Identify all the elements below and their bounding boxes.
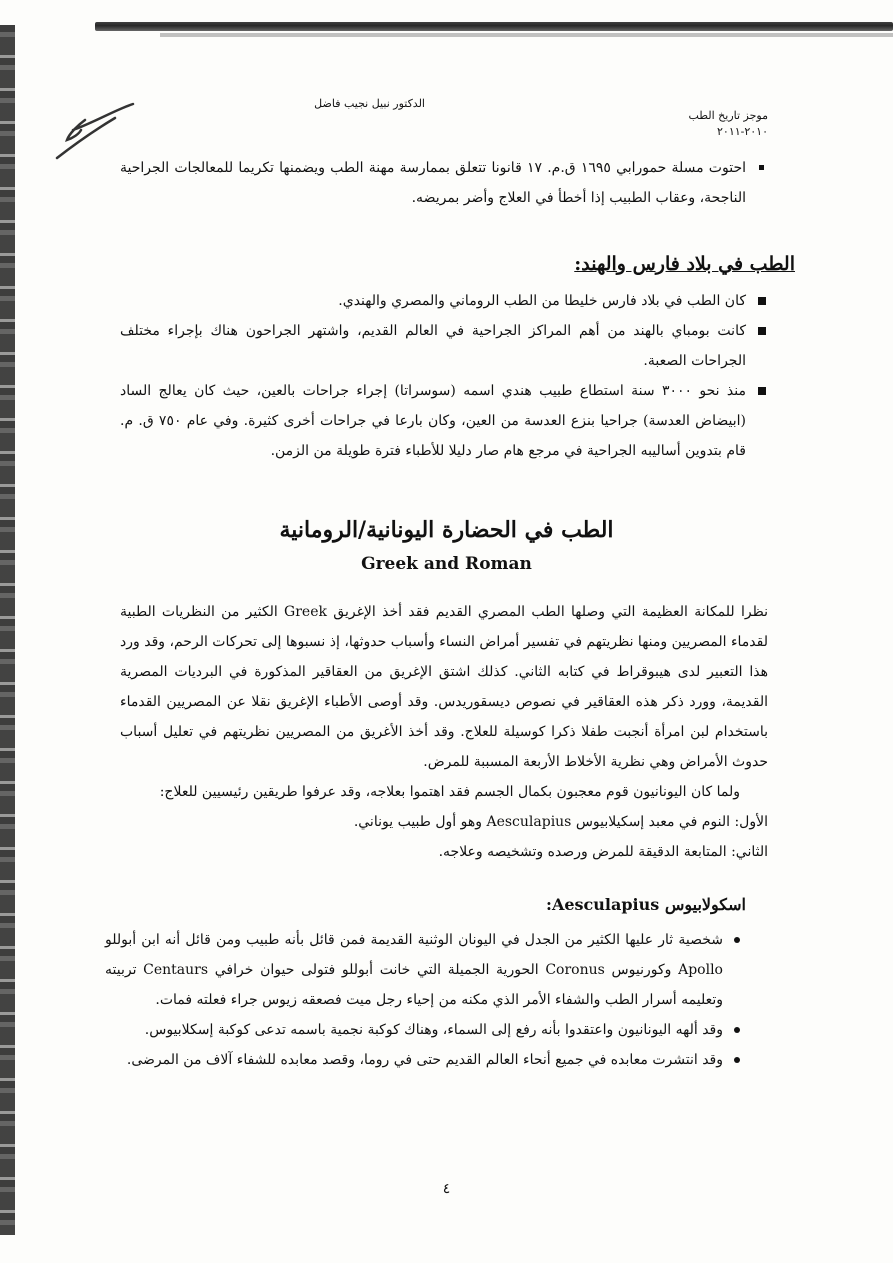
header-course bbox=[688, 108, 768, 140]
scan-edge-left bbox=[0, 25, 15, 1235]
persia-india-list bbox=[120, 286, 768, 466]
header-author: الدكتور نبيل نجيب فاضل bbox=[314, 97, 425, 110]
pen-stroke-mark bbox=[55, 100, 135, 160]
header-year: ٢٠١٠-٢٠١١ bbox=[717, 125, 768, 138]
greek-method-2: الثاني: المتابعة الدقيقة للمرض ورصده وتشخيصه وعلاجه. bbox=[438, 844, 768, 860]
list-item: كان الطب في بلاد فارس خليطا من الطب الروماني والمصري والهندي. bbox=[120, 286, 768, 316]
list-item: منذ نحو ٣٠٠٠ سنة استطاع طبيب هندي اسمه (سوسراتا) إجراء جراحات بالعين، حيث كان يعالج الساد (ابيضاض العدسة) جراحيا بنزع العدسة من العين، وكان بارعا في جراحات أخرى كثيرة. وفي عام ٧٥٠ ق. م. قام بتدوين أساليبه الجراحية في مرجع هام صار دليلا للأطباء فترة طويلة من الزمن. bbox=[120, 376, 768, 466]
greek-roman-body bbox=[120, 597, 768, 867]
page-number: ٤ bbox=[442, 1181, 451, 1197]
header-course-title: موجز تاريخ الطب bbox=[688, 109, 768, 122]
scan-edge-top-shadow bbox=[160, 33, 893, 37]
intro-bullet: احتوت مسلة حمورابي ١٦٩٥ ق.م. ١٧ قانونا تتعلق بممارسة مهنة الطب ويضمنها تكريما للمعالجات الجراحية الناجحة، وعقاب الطبيب إذا أخطأ في العلاج وأضر بمريضه. bbox=[120, 153, 768, 213]
list-item: كانت بومباي بالهند من أهم المراكز الجراحية في العالم القديم، واشتهر الجراحون هناك بإجراء مختلف الجراحات الصعبة. bbox=[120, 316, 768, 376]
subheading-greek-roman: Greek and Roman bbox=[361, 554, 532, 574]
list-item: وقد ألهه اليونانيون واعتقدوا بأنه رفع إلى السماء، وهناك كوكبة نجمية باسمه تدعى كوكبة إسكلابيوس. bbox=[105, 1015, 745, 1045]
greek-paragraph-2: ولما كان اليونانيون قوم معجبون بكمال الجسم فقد اهتموا بعلاجه، وقد عرفوا طريقين رئيسيين للعلاج: bbox=[159, 784, 740, 800]
heading-greek-roman: الطب في الحضارة اليونانية/الرومانية bbox=[279, 517, 614, 543]
heading-persia-india: الطب في بلاد فارس والهند: bbox=[574, 253, 795, 275]
list-item: شخصية ثار عليها الكثير من الجدل في اليونان الوثنية القديمة فمن قائل بأنه طبيب ومن قائل أنه ابن أبوللو Apollo وكورنيوس Coronus الحورية الجميلة التي خانت أبوللو فتولى حيوان خرافي Centaurs تربيته وتعليمه أسرار الطب والشفاء الأمر الذي مكنه من إحياء رجل ميت فصعقه زيوس جراء فعلته فمات. bbox=[105, 925, 745, 1015]
heading-aesculapius: اسكولابيوس Aesculapius: bbox=[546, 895, 746, 914]
intro-section bbox=[120, 153, 768, 213]
list-item: وقد انتشرت معابده في جميع أنحاء العالم القديم حتى في روما، وقصد معابده للشفاء آلاف من المرضى. bbox=[105, 1045, 745, 1075]
scan-edge-top bbox=[95, 22, 893, 31]
aesculapius-list bbox=[105, 925, 745, 1075]
greek-paragraph-1: نظرا للمكانة العظيمة التي وصلها الطب المصري القديم فقد أخذ الإغريق Greek الكثير من النظريات الطبية لقدماء المصريين ومنها نظريتهم في تفسير أمراض النساء وأسباب حدوثها، إذ نسبوها إلى تحركات الرحم، وقد ورد هذا التعبير لدى هيبوقراط في كتابه الثاني. كذلك اشتق الإغريق من العقاقير المذكورة في البرديات المصرية القديمة، وورد ذكر هذه العقاقير في نصوص ديسقوريدس. وقد أوصى الأطباء الإغريق نقلا عن المصريين القدماء باستخدام لبن امرأة أنجبت طفلا ذكرا كوسيلة للعلاج. وقد أخذ الأغريق من المصريين نظريتهم في تعليل أسباب حدوث الأمراض وهي نظرية الأخلاط الأربعة المسببة للمرض. bbox=[120, 604, 768, 770]
greek-method-1: الأول: النوم في معبد إسكيلابيوس Aesculapius وهو أول طبيب يوناني. bbox=[353, 814, 768, 830]
